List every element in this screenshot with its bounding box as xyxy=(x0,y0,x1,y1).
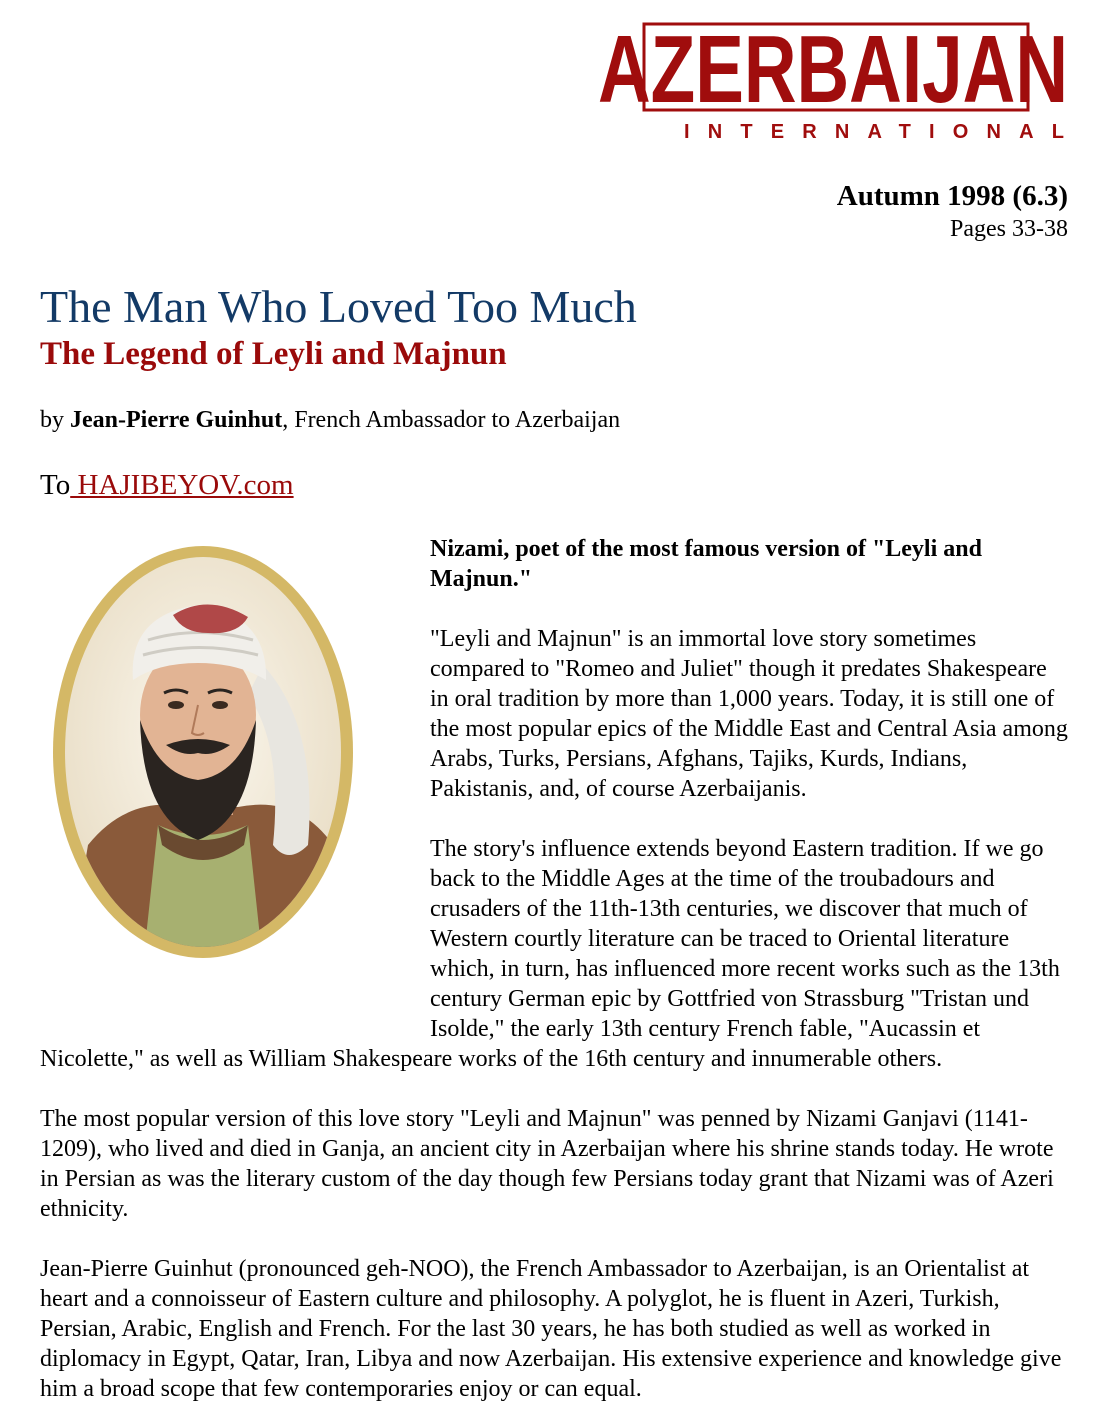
site-link-line xyxy=(40,467,294,503)
article-subtitle: The Legend of Leyli and Majnun xyxy=(40,336,507,372)
paragraph-4: Jean-Pierre Guinhut (pronounced geh-NOO), the French Ambassador to Azerbaijan, is an Orientalist at heart and a connoisseur of Eastern culture and philosophy. A polyglot, he is fluent in Azeri, Turkish, Persian, Arabic, English and French. For the last 30 years, he has both studied as well as worked in diplomacy in Egypt, Qatar, Iran, Libya and now Azerbaijan. His extensive experience and knowledge give him a broad scope that few contemporaries enjoy or can equal. xyxy=(40,1256,1062,1402)
author-role: , French Ambassador to Azerbaijan xyxy=(282,407,621,433)
issue-pages: Pages 33-38 xyxy=(950,216,1068,242)
hajibeyov-link[interactable]: HAJIBEYOV.com xyxy=(70,469,294,501)
logo-sub-text: INTERNATIONAL xyxy=(684,121,1064,142)
portrait-caption: Nizami, poet of the most famous version of "Leyli and Majnun." xyxy=(430,536,982,592)
paragraph-3: The most popular version of this love story "Leyli and Majnun" was penned by Nizami Ganjavi (1141-1209), who lived and died in Ganja, an ancient city in Azerbaijan where his shrine stands today. He wrote in Persian as was the literary custom of the day though few Persians today grant that Nizami was of Azeri ethnicity. xyxy=(40,1106,1054,1222)
link-prefix: To xyxy=(40,469,71,501)
issue-info xyxy=(837,178,1068,244)
paragraph-2: The story's influence extends beyond Eastern tradition. If we go back to the Middle Ages at the time of the troubadours and crusaders of the 11th-13th centuries, we discover that much of Western courtly literature can be traced to Oriental literature which, in turn, has influenced more recent works such as the 13th century German epic by Gottfried von Strassburg "Tristan und Isolde," the early 13th century French fable, "Aucassin et Nicolette," as well as William Shakespeare works of the 16th century and innumerable others. xyxy=(40,836,1060,1072)
paragraph-1: "Leyli and Majnun" is an immortal love story sometimes compared to "Romeo and Juliet" though it predates Shakespeare in oral tradition by more than 1,000 years. Today, it is still one of the most popular epics of the Middle East and Central Asia among Arabs, Turks, Persians, Afghans, Tajiks, Kurds, Indians, Pakistanis, and, of course Azerbaijanis. xyxy=(430,626,1068,802)
byline-prefix: by xyxy=(40,407,70,433)
article-title: The Man Who Loved Too Much xyxy=(40,281,637,332)
byline xyxy=(40,404,620,436)
logo-main-text: AZERBAIJAN xyxy=(598,22,1068,123)
author-name: Jean-Pierre Guinhut xyxy=(70,407,283,433)
issue-title: Autumn 1998 (6.3) xyxy=(836,180,1068,212)
azerbaijan-international-logo-icon xyxy=(596,22,1071,142)
nizami-portrait-icon xyxy=(48,545,358,960)
masthead-logo[interactable] xyxy=(596,22,1071,142)
nizami-portrait xyxy=(48,545,358,960)
